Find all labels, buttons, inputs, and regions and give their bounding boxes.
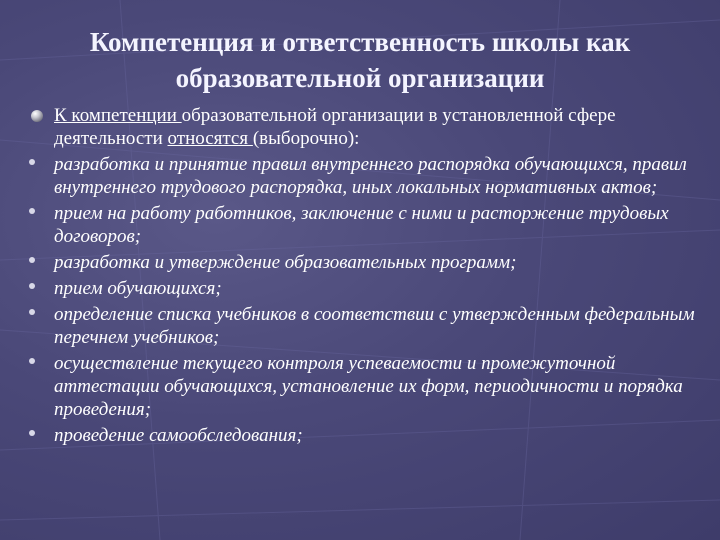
- list-item: [28, 424, 708, 447]
- list-item-text: прием обучающихся;: [54, 278, 222, 299]
- title-line-2: образовательной организации: [175, 63, 545, 93]
- list-item-text: определение списка учебников в соответствии с утвержденным федеральным перечнем учебников;: [54, 304, 695, 348]
- bullet-dot-icon: [29, 257, 35, 263]
- sphere-bullet-icon: [31, 110, 43, 122]
- list-item-text: разработка и утверждение образовательных программ;: [54, 252, 517, 273]
- intro-underlined-2: относятся: [167, 128, 253, 149]
- list-item: [28, 202, 708, 248]
- bullet-dot-icon: [29, 208, 35, 214]
- slide-title: [20, 24, 700, 96]
- intro-underlined-1: К компетенции: [54, 105, 182, 126]
- list-item-text: разработка и принятие правил внутреннего распорядка обучающихся, правил внутреннего трудового распорядка, иных локальных нормативных актов;: [54, 154, 687, 198]
- list-item: [28, 303, 708, 349]
- list-item-text: прием на работу работников, заключение с ними и расторжение трудовых договоров;: [54, 203, 669, 247]
- competence-list: [28, 153, 708, 447]
- list-item: [28, 277, 708, 300]
- list-item: [28, 251, 708, 274]
- list-item: [28, 352, 708, 421]
- title-line-1: Компетенция и ответственность школы как: [89, 27, 631, 57]
- intro-text-1: образовательной организации в установленной сфере деятельности: [54, 105, 616, 149]
- slide-body: [28, 104, 708, 450]
- bullet-dot-icon: [29, 159, 35, 165]
- intro-text-2: (выборочно):: [252, 128, 360, 149]
- list-item-text: осуществление текущего контроля успеваемости и промежуточной аттестации обучающихся, установление их форм, периодичности и порядка проведения;: [54, 353, 683, 420]
- bullet-dot-icon: [29, 309, 35, 315]
- intro-paragraph: [28, 104, 708, 150]
- list-item: [28, 153, 708, 199]
- bullet-dot-icon: [29, 430, 35, 436]
- list-item-text: проведение самообследования;: [54, 425, 303, 446]
- bullet-dot-icon: [29, 358, 35, 364]
- bullet-dot-icon: [29, 283, 35, 289]
